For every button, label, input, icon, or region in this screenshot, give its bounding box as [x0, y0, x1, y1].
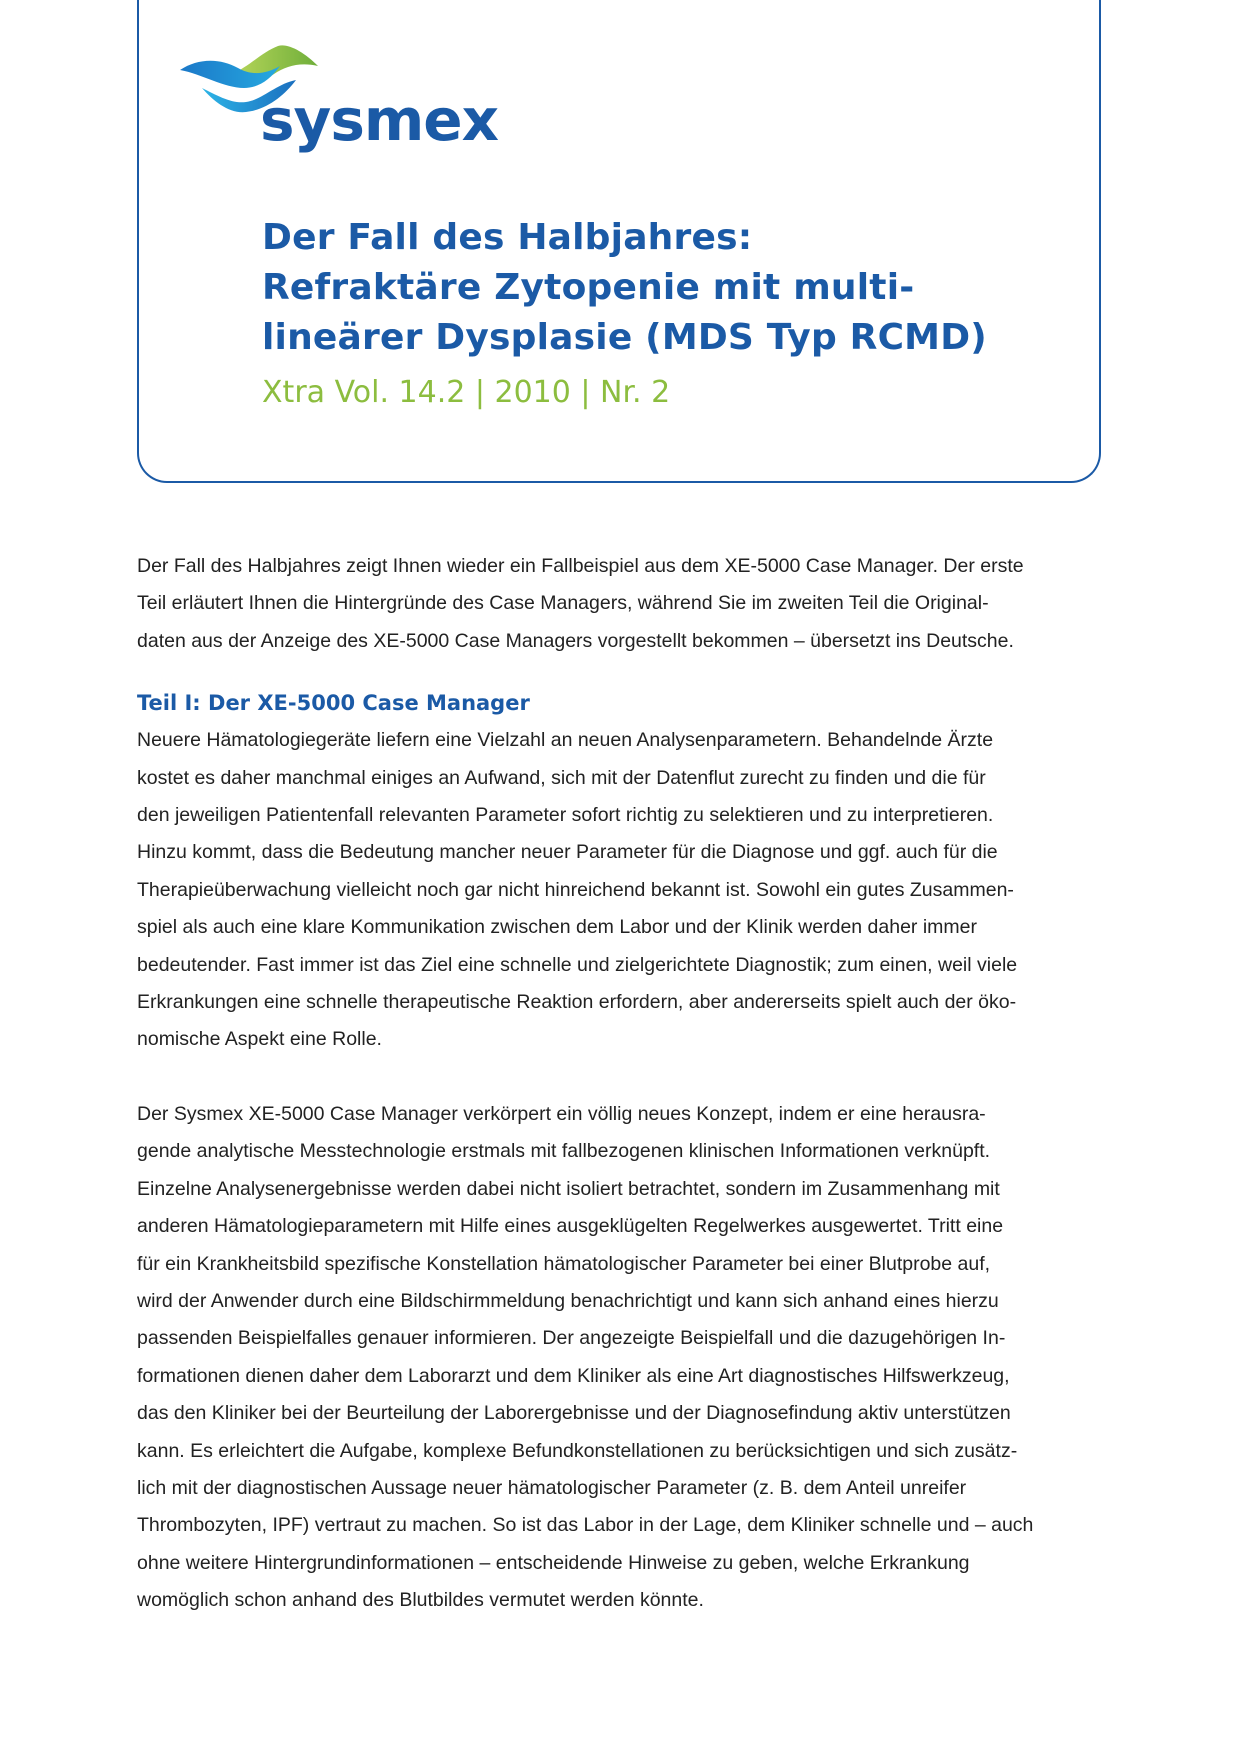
text-line: lich mit der diagnostischen Aussage neuer hämatologischer Parameter (z. B. dem Anteil unreifer — [137, 1476, 967, 1499]
text-line: den jeweiligen Patientenfall relevanten Parameter sofort richtig zu selektieren und zu interpretieren. — [137, 804, 994, 827]
text-line: gende analytische Messtechnologie erstmals mit fallbezogenen klinischen Informationen verknüpft. — [137, 1140, 991, 1163]
issue-subtitle: Xtra Vol. 14.2 | 2010 | Nr. 2 — [262, 375, 671, 410]
text-line: ohne weitere Hintergrundinformationen – entscheidende Hinweise zu geben, welche Erkrankung — [137, 1551, 970, 1574]
text-line: Thrombozyten, IPF) vertraut zu machen. So ist das Labor in der Lage, dem Kliniker schnelle und – auch — [137, 1514, 1034, 1537]
title-line: Refraktäre Zytopenie mit multi- — [262, 267, 915, 308]
text-line: Erkrankungen eine schnelle therapeutische Reaktion erfordern, aber andererseits spielt auch der öko- — [137, 991, 1017, 1014]
intro-paragraph — [137, 548, 1101, 660]
text-line: womöglich schon anhand des Blutbildes vermutet werden könnte. — [137, 1589, 704, 1612]
text-line: daten aus der Anzeige des XE-5000 Case Managers vorgestellt bekommen – übersetzt ins Deutsche. — [137, 629, 1014, 652]
text-line: Einzelne Analysenergebnisse werden dabei nicht isoliert betrachtet, sondern im Zusammenhang mit — [137, 1177, 1000, 1200]
text-line: das den Kliniker bei der Beurteilung der Laborergebnisse und der Diagnosefindung aktiv unterstützen — [137, 1402, 1011, 1425]
text-line: Hinzu kommt, dass die Bedeutung mancher neuer Parameter für die Diagnose und ggf. auch für die — [137, 841, 998, 864]
text-line: für ein Krankheitsbild spezifische Konstellation hämatologischer Parameter bei einer Blutprobe auf, — [137, 1252, 991, 1275]
text-line: bedeutender. Fast immer ist das Ziel eine schnelle und zielgerichtete Diagnostik; zum einen, weil viele — [137, 953, 1018, 976]
text-line: spiel als auch eine klare Kommunikation zwischen dem Labor und der Klinik werden daher immer — [137, 916, 978, 939]
sysmex-logo — [180, 44, 499, 154]
article-body — [137, 548, 1101, 1620]
sysmex-wordmark: sysmex — [260, 86, 499, 154]
text-line: Der Fall des Halbjahres zeigt Ihnen wieder ein Fallbeispiel aus dem XE-5000 Case Manager. Der erste — [137, 555, 1024, 577]
section-heading: Teil I: Der XE-5000 Case Manager — [137, 691, 530, 716]
text-line: Teil erläutert Ihnen die Hintergründe des Case Managers, während Sie im zweiten Teil die Original- — [137, 592, 989, 615]
paragraph-1 — [137, 722, 1101, 1059]
title-line: Der Fall des Halbjahres: — [262, 217, 753, 258]
title-line: lineärer Dysplasie (MDS Typ RCMD) — [262, 317, 987, 358]
page-title — [262, 213, 1082, 363]
text-line: wird der Anwender durch eine Bildschirmmeldung benachrichtigt und kann sich anhand eines hierzu — [137, 1289, 999, 1312]
text-line: kostet es daher manchmal einiges an Aufwand, sich mit der Datenflut zurecht zu finden und die für — [137, 766, 986, 789]
text-line: passenden Beispielfalles genauer informieren. Der angezeigte Beispielfall und die dazugehörigen In- — [137, 1327, 1006, 1350]
text-line: formationen dienen daher dem Laborarzt und dem Kliniker als eine Art diagnostisches Hilfswerkzeug, — [137, 1364, 1010, 1387]
text-line: Therapieüberwachung vielleicht noch gar nicht hinreichend bekannt ist. Sowohl ein gutes Zusammen- — [137, 878, 1014, 901]
text-line: Neuere Hämatologiegeräte liefern eine Vielzahl an neuen Analysenparametern. Behandelnde Ärzte — [137, 729, 994, 752]
text-line: nomische Aspekt eine Rolle. — [137, 1028, 382, 1051]
paragraph-2 — [137, 1096, 1101, 1620]
paragraph-gap — [137, 1059, 1101, 1096]
text-line: kann. Es erleichtert die Aufgabe, komplexe Befundkonstellationen zu berücksichtigen und sich zusätz- — [137, 1439, 1018, 1462]
text-line: anderen Hämatologieparametern mit Hilfe eines ausgeklügelten Regelwerkes ausgewertet. Tritt eine — [137, 1215, 1004, 1238]
text-line: Der Sysmex XE-5000 Case Manager verkörpert ein völlig neues Konzept, indem er eine herausra- — [137, 1102, 986, 1125]
